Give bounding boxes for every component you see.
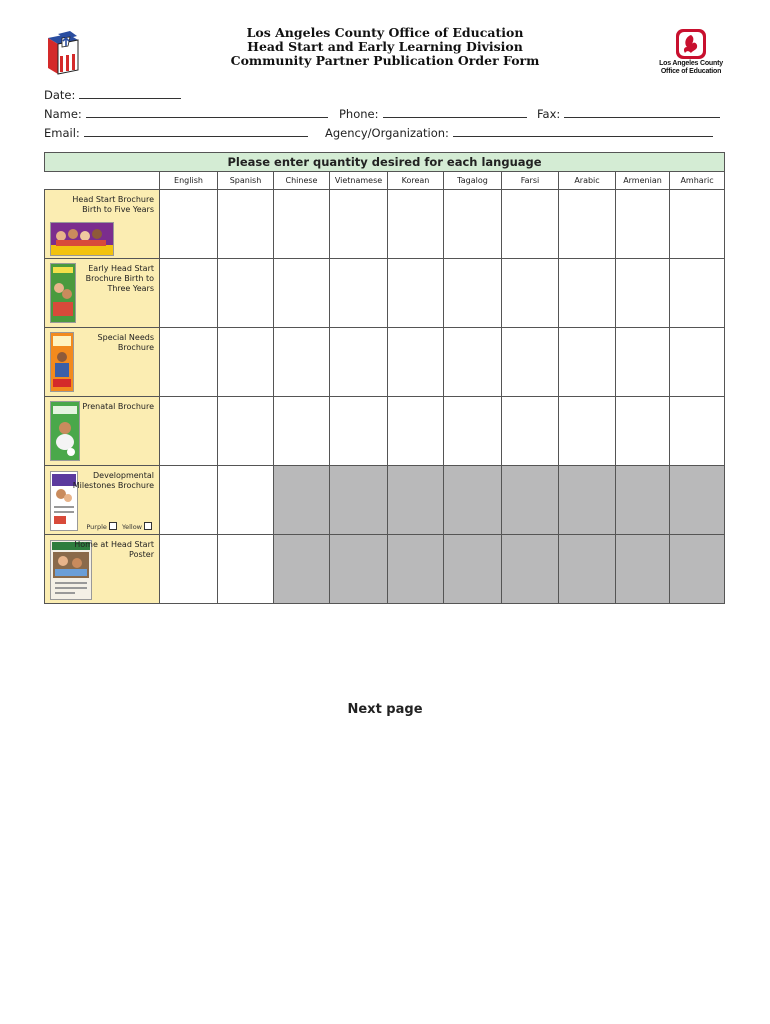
qty-cell[interactable] bbox=[388, 397, 444, 466]
item-head-start-brochure bbox=[45, 190, 160, 259]
lang-header: Tagalog bbox=[444, 172, 502, 190]
phone-label: Phone: bbox=[339, 107, 379, 121]
disabled-cell bbox=[274, 466, 330, 535]
item-label: Early Head Start Brochure Birth to Three Years bbox=[85, 264, 154, 293]
email-field[interactable] bbox=[44, 124, 308, 140]
purple-option-label: Purple bbox=[86, 523, 107, 531]
qty-cell[interactable] bbox=[502, 259, 559, 328]
qty-cell[interactable] bbox=[444, 259, 502, 328]
phone-field[interactable] bbox=[339, 105, 527, 121]
disabled-cell bbox=[559, 535, 616, 604]
head-start-brochure-thumbnail bbox=[50, 222, 114, 256]
qty-cell[interactable] bbox=[502, 397, 559, 466]
qty-cell[interactable] bbox=[160, 328, 218, 397]
qty-cell[interactable] bbox=[670, 190, 725, 259]
qty-cell[interactable] bbox=[330, 397, 388, 466]
qty-cell[interactable] bbox=[274, 328, 330, 397]
table-row bbox=[45, 397, 725, 466]
qty-cell[interactable] bbox=[559, 259, 616, 328]
disabled-cell bbox=[616, 466, 670, 535]
order-table bbox=[44, 152, 725, 604]
disabled-cell bbox=[444, 466, 502, 535]
title-line-2: Head Start and Early Learning Division bbox=[247, 39, 523, 54]
qty-cell[interactable] bbox=[218, 535, 274, 604]
email-label: Email: bbox=[44, 126, 80, 140]
lang-header: English bbox=[160, 172, 218, 190]
disabled-cell bbox=[274, 535, 330, 604]
table-row bbox=[45, 535, 725, 604]
name-label: Name: bbox=[44, 107, 82, 121]
qty-cell[interactable] bbox=[218, 259, 274, 328]
language-header-row bbox=[45, 172, 725, 190]
disabled-cell bbox=[330, 535, 388, 604]
disabled-cell bbox=[388, 535, 444, 604]
qty-cell[interactable] bbox=[274, 397, 330, 466]
qty-cell[interactable] bbox=[274, 259, 330, 328]
contact-fields bbox=[44, 86, 724, 143]
lang-header: Farsi bbox=[502, 172, 559, 190]
qty-cell[interactable] bbox=[388, 259, 444, 328]
lang-header: Amharic bbox=[670, 172, 725, 190]
qty-cell[interactable] bbox=[218, 328, 274, 397]
lang-header: Vietnamese bbox=[330, 172, 388, 190]
disabled-cell bbox=[559, 466, 616, 535]
lang-header: Armenian bbox=[616, 172, 670, 190]
fax-field[interactable] bbox=[537, 105, 720, 121]
title-line-1: Los Angeles County Office of Education bbox=[246, 25, 524, 40]
qty-cell[interactable] bbox=[616, 259, 670, 328]
item-label: Prenatal Brochure bbox=[82, 402, 154, 411]
qty-cell[interactable] bbox=[616, 328, 670, 397]
item-label: Developmental Milestones Brochure bbox=[72, 471, 154, 490]
disabled-cell bbox=[670, 535, 725, 604]
disabled-cell bbox=[388, 466, 444, 535]
quantity-banner: Please enter quantity desired for each language bbox=[45, 153, 725, 172]
qty-cell[interactable] bbox=[160, 397, 218, 466]
qty-cell[interactable] bbox=[670, 259, 725, 328]
item-label: Home at Head Start Poster bbox=[74, 540, 154, 559]
disabled-cell bbox=[444, 535, 502, 604]
qty-cell[interactable] bbox=[559, 190, 616, 259]
qty-cell[interactable] bbox=[218, 466, 274, 535]
qty-cell[interactable] bbox=[330, 190, 388, 259]
qty-cell[interactable] bbox=[160, 190, 218, 259]
title-line-3: Community Partner Publication Order Form bbox=[230, 53, 540, 68]
disabled-cell bbox=[616, 535, 670, 604]
qty-cell[interactable] bbox=[160, 259, 218, 328]
yellow-option-label: Yellow bbox=[121, 523, 142, 531]
qty-cell[interactable] bbox=[274, 190, 330, 259]
qty-cell[interactable] bbox=[444, 397, 502, 466]
lang-header: Chinese bbox=[274, 172, 330, 190]
lacoe-logo-text-2: Office of Education bbox=[660, 67, 722, 75]
qty-cell[interactable] bbox=[218, 190, 274, 259]
item-prenatal-brochure bbox=[45, 397, 160, 466]
disabled-cell bbox=[502, 535, 559, 604]
table-row bbox=[45, 466, 725, 535]
qty-cell[interactable] bbox=[502, 190, 559, 259]
lacoe-logo-text-1: Los Angeles County bbox=[659, 60, 723, 67]
item-early-head-start-brochure bbox=[45, 259, 160, 328]
qty-cell[interactable] bbox=[330, 259, 388, 328]
qty-cell[interactable] bbox=[616, 190, 670, 259]
fax-label: Fax: bbox=[537, 107, 561, 121]
table-row bbox=[45, 328, 725, 397]
header-blank bbox=[45, 172, 160, 190]
agency-field[interactable] bbox=[325, 124, 713, 140]
table-row bbox=[45, 190, 725, 259]
qty-cell[interactable] bbox=[670, 397, 725, 466]
qty-cell[interactable] bbox=[160, 466, 218, 535]
disabled-cell bbox=[670, 466, 725, 535]
qty-cell[interactable] bbox=[160, 535, 218, 604]
qty-cell[interactable] bbox=[444, 190, 502, 259]
lacoe-logo bbox=[652, 28, 730, 75]
color-options bbox=[86, 522, 155, 531]
item-label: Special Needs Brochure bbox=[97, 333, 154, 352]
lang-header: Korean bbox=[388, 172, 444, 190]
lang-header: Arabic bbox=[559, 172, 616, 190]
qty-cell[interactable] bbox=[559, 328, 616, 397]
item-label: Head Start Brochure Birth to Five Years bbox=[72, 195, 154, 214]
head-start-logo bbox=[44, 26, 82, 76]
form-title bbox=[200, 26, 570, 68]
date-field[interactable] bbox=[44, 86, 181, 102]
name-field[interactable] bbox=[44, 105, 328, 121]
lang-header: Spanish bbox=[218, 172, 274, 190]
table-row bbox=[45, 259, 725, 328]
qty-cell[interactable] bbox=[444, 328, 502, 397]
lacoe-flame-icon bbox=[675, 28, 707, 60]
item-home-at-head-start-poster bbox=[45, 535, 160, 604]
qty-cell[interactable] bbox=[218, 397, 274, 466]
qty-cell[interactable] bbox=[616, 397, 670, 466]
qty-cell[interactable] bbox=[502, 328, 559, 397]
disabled-cell bbox=[330, 466, 388, 535]
qty-cell[interactable] bbox=[330, 328, 388, 397]
next-page-link[interactable]: Next page bbox=[347, 702, 423, 717]
qty-cell[interactable] bbox=[670, 328, 725, 397]
qty-cell[interactable] bbox=[388, 328, 444, 397]
agency-label: Agency/Organization: bbox=[325, 126, 449, 140]
qty-cell[interactable] bbox=[388, 190, 444, 259]
item-developmental-milestones-brochure bbox=[45, 466, 160, 535]
purple-checkbox[interactable] bbox=[109, 522, 117, 530]
disabled-cell bbox=[502, 466, 559, 535]
item-special-needs-brochure bbox=[45, 328, 160, 397]
date-label: Date: bbox=[44, 88, 76, 102]
qty-cell[interactable] bbox=[559, 397, 616, 466]
yellow-checkbox[interactable] bbox=[144, 522, 152, 530]
